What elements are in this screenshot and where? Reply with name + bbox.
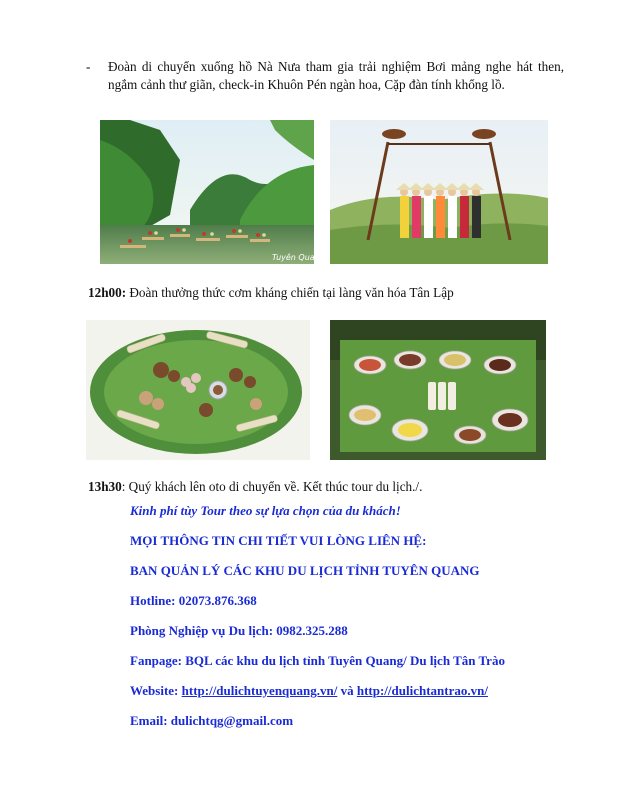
intro-text: Đoàn di chuyển xuống hồ Nà Nưa tham gia trải nghiệm Bơi mảng nghe hát then, ngắm cảnh thư giãn, check-in Khuôn Pén ngàn hoa, Cặp đàn tính khổng lồ. [108,59,564,92]
website-line [130,682,488,700]
intro-bullet: - [86,59,91,74]
fanpage: Fanpage: BQL các khu du lịch tỉnh Tuyên Quang/ Du lịch Tân Trào [130,653,505,668]
giant-lute-photo [330,120,548,264]
contact-heading: MỌI THÔNG TIN CHI TIẾT VUI LÒNG LIÊN HỆ: [130,533,427,548]
return-line [88,478,422,496]
lunch-time: 12h00: [88,285,127,300]
lunch-line [88,284,454,302]
dept-phone: Phòng Nghiệp vụ Du lịch: 0982.325.288 [130,623,348,638]
resistance-meal-photo [86,320,310,460]
lake-rafting-photo [100,120,325,264]
intro-paragraph [88,58,564,94]
website-link-tuyenquang[interactable]: http://dulichtuyenquang.vn/ [181,683,338,698]
website-separator: và [337,683,357,698]
email: Email: dulichtqg@gmail.com [130,713,294,728]
website-link-tantrao[interactable]: http://dulichtantrao.vn/ [356,683,488,698]
lunch-text: Đoàn thưởng thức cơm kháng chiến tại làng văn hóa Tân Lập [126,285,454,300]
org-name: BAN QUẢN LÝ CÁC KHU DU LỊCH TỈNH TUYÊN QUANG [130,563,480,578]
website-label: Website: [130,683,182,698]
feast-table-photo [330,320,546,460]
hotline: Hotline: 02073.876.368 [130,593,257,608]
lake-photo-watermark: Tuyên Quang [272,253,325,262]
cost-note: Kinh phí tùy Tour theo sự lựa chọn của du khách! [130,503,401,518]
return-text: : Quý khách lên oto di chuyển về. Kết thúc tour du lịch./. [121,479,423,494]
return-time: 13h30 [88,479,122,494]
